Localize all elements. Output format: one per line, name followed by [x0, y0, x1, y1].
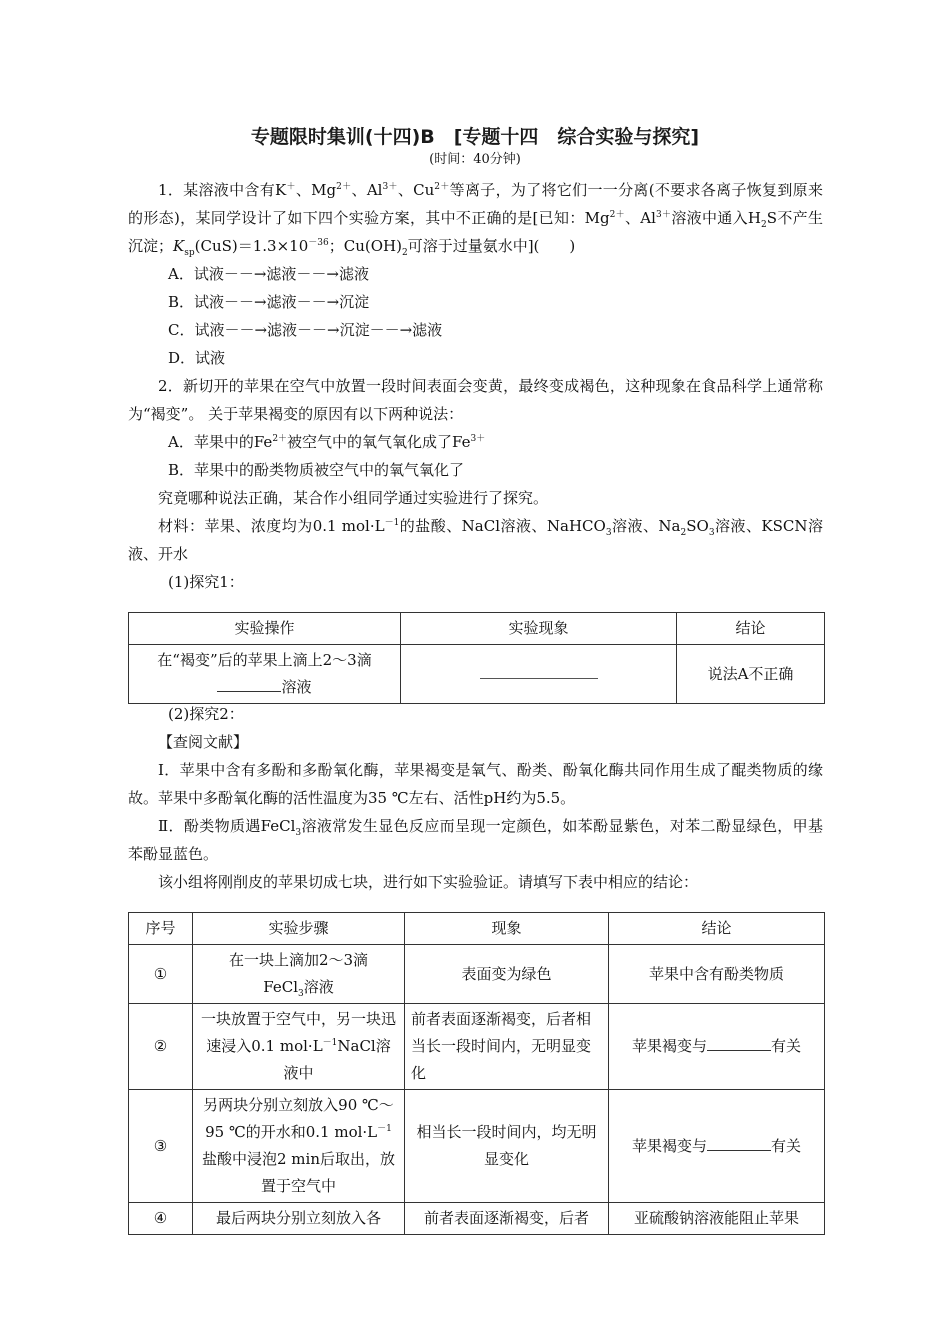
part-1-heading: (1)探究1：	[168, 573, 244, 591]
table-row: ② 一块放置于空气中，另一块迅速浸入0.1 $mol\cdot L^{-1}NaCl$溶液中 前者表面逐渐褐变，后者相当长一段时间内，无明显变化 苹果褐变与 有关	[129, 1004, 825, 1090]
q2-claim-a: A．苹果中的$Fe^{2+}$被空气中的氧气氧化成了$Fe^{3+}$	[168, 433, 486, 451]
time-limit: (时间：40分钟)	[429, 152, 521, 167]
part-2-heading: (2)探究2：	[168, 705, 244, 723]
table1-header-conclusion: 结论	[677, 613, 825, 645]
question-2	[128, 372, 823, 596]
literature-1: Ⅰ．苹果中含有多酚和多酚氧化酶，苹果褐变是氧气、酚类、酚氧化酶共同作用生成了醌类物质的缘故。苹果中多酚氧化酶的活性温度为35 ℃左右、活性pH约为5.5。	[128, 761, 823, 807]
explore-2-table	[128, 912, 825, 1235]
table2-header-phenomenon: 现象	[405, 913, 609, 945]
table1-operation-cell: 在“褐变”后的苹果上滴上2～3滴 溶液	[129, 645, 401, 704]
page-title: 专题限时集训(十四)B [专题十四 综合实验与探究]	[250, 126, 700, 148]
table1-header-operation: 实验操作	[129, 613, 401, 645]
table2-header-steps: 实验步骤	[193, 913, 405, 945]
table-row: ③ 另两块分别立刻放入90 ℃～95 ℃的开水和0.1 $mol\cdot L^{-1}$盐酸中浸泡2 min后取出，放置于空气中 相当长一段时间内，均无明显变化 苹果褐变与 有关	[129, 1090, 825, 1203]
q1-option-c: C．试液－－→滤液－－→沉淀－－→滤液	[168, 321, 443, 339]
instruction: 该小组将刚削皮的苹果切成七块，进行如下实验验证。请填写下表中相应的结论：	[158, 873, 699, 891]
phenomenon-blank[interactable]	[480, 666, 598, 679]
q2-stem: 2．新切开的苹果在空气中放置一段时间表面会变黄，最终变成褐色，这种现象在食品科学上通常称为“褐变”。 关于苹果褐变的原因有以下两种说法：	[128, 377, 823, 423]
table-row: ① 在一块上滴加2～3滴 FeCl$_3$溶液 表面变为绿色 苹果中含有酚类物质	[129, 945, 825, 1004]
literature-heading: 【查阅文献】	[158, 733, 249, 751]
table1-phenomenon-cell	[401, 645, 677, 704]
question-1	[128, 176, 823, 372]
part-2	[128, 700, 823, 896]
q1-stem: 1．某溶液中含有K＋、$Mg^{2+}$、$Al^{3+}$、$Cu^{2+}$等离子，为了将它们一一分离(不要求各离子恢复到原来的形态)，某同学设计了如下四个实验方案，其中不正确的是[已知：$Mg^{2+}$、$Al^{3+}$溶液中通入$H_2S$不产生沉淀；$K_{sp}(CuS)=1.3\times 10^{-36}$；$Cu(OH)_2$可溶于过量氨水中]( )	[128, 181, 823, 258]
answer-blank[interactable]	[707, 1136, 771, 1151]
table1-header-phenomenon: 实验现象	[401, 613, 677, 645]
explore-1-table	[128, 612, 825, 704]
table2-header-conclusion: 结论	[609, 913, 825, 945]
literature-2: Ⅱ．酚类物质遇FeCl$_3$溶液常发生显色反应而呈现一定颜色，如苯酚显紫色，对苯二酚显绿色，甲基苯酚显蓝色。	[128, 817, 823, 863]
q2-claim-b: B．苹果中的酚类物质被空气中的氧气氧化了	[168, 461, 465, 479]
q1-option-d: D．试液	[168, 349, 226, 367]
q1-option-b: B．试液－－→滤液－－→沉淀	[168, 293, 370, 311]
table1-conclusion-cell: 说法A不正确	[677, 645, 825, 704]
reagent-blank[interactable]	[217, 677, 281, 692]
table2-header-no: 序号	[129, 913, 193, 945]
answer-blank[interactable]	[707, 1036, 771, 1051]
table-row: ④ 最后两块分别立刻放入各 前者表面逐渐褐变，后者 亚硫酸钠溶液能阻止苹果	[129, 1203, 825, 1235]
q2-explore: 究竟哪种说法正确，某合作小组同学通过实验进行了探究。	[158, 489, 549, 507]
q1-option-a: A．试液－－→滤液－－→滤液	[168, 265, 369, 283]
q2-materials: 材料：苹果、浓度均为0.1 $mol\cdot L^{-1}$的盐酸、NaCl溶液、NaHCO$_3$溶液、$Na_2SO_3$溶液、KSCN溶液、开水	[128, 517, 823, 563]
